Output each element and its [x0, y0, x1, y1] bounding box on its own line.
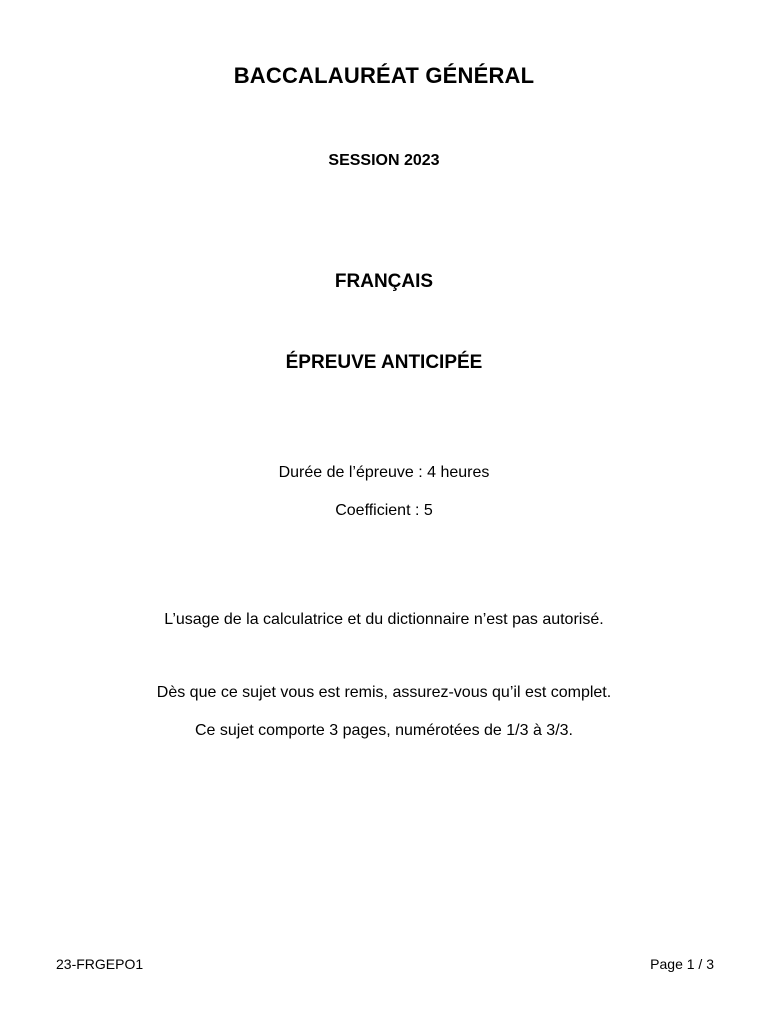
calculator-rule-text: L’usage de la calculatrice et du dictionnaire n’est pas autorisé.: [164, 611, 604, 628]
subject-label: FRANÇAIS: [334, 271, 434, 292]
coefficient-text: Coefficient : 5: [335, 502, 433, 519]
completeness-check-text: Dès que ce sujet vous est remis, assurez-vous qu’il est complet.: [156, 684, 612, 701]
exam-type-label: ÉPREUVE ANTICIPÉE: [285, 352, 483, 373]
session-label: SESSION 2023: [328, 152, 440, 169]
document-code: 23-FRGEPO1: [56, 956, 144, 972]
page-count-text: Ce sujet comporte 3 pages, numérotées de 1/3 à 3/3.: [194, 722, 573, 739]
page-title: BACCALAURÉAT GÉNÉRAL: [233, 63, 535, 88]
duration-text: Durée de l’épreuve : 4 heures: [278, 464, 490, 481]
page-number: Page 1 / 3: [650, 956, 714, 972]
